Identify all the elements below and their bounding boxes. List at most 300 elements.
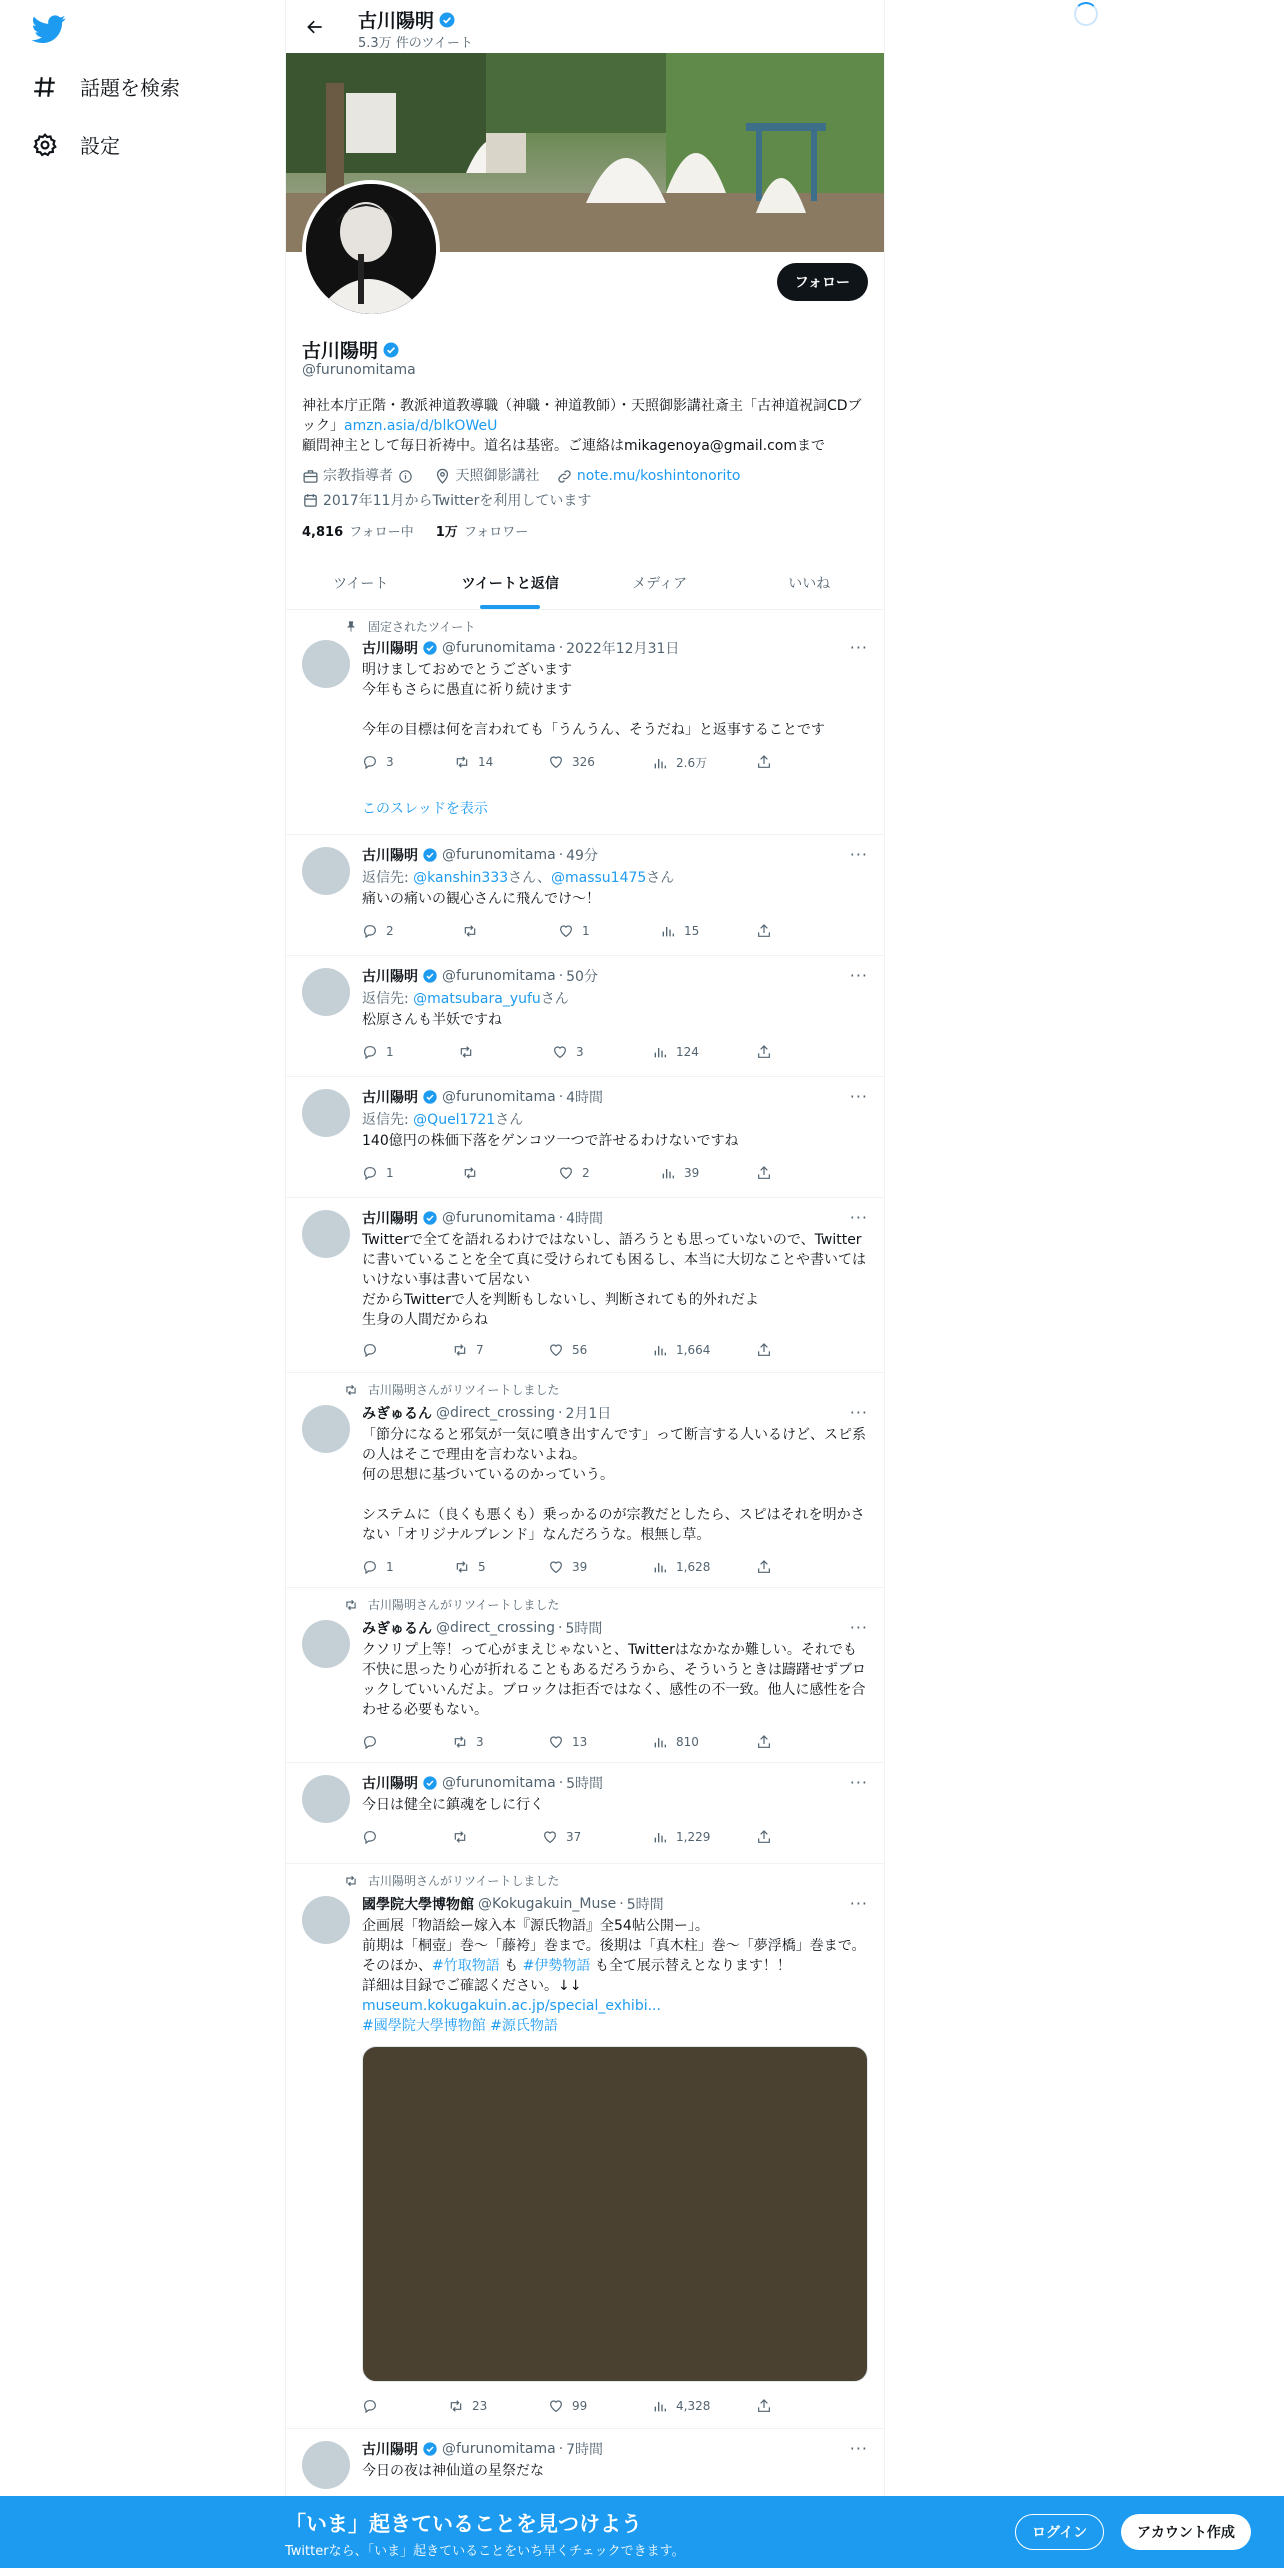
retweet-label-text: 古川陽明さんがリツイートしました bbox=[368, 1598, 560, 1612]
bio-text-2: 顧問神主として毎日祈祷中。道名は基密。ご連絡はmikagenoya@gmail.comまで bbox=[302, 438, 826, 454]
author-handle[interactable]: @furunomitama bbox=[442, 968, 556, 984]
tweet-item[interactable] bbox=[286, 835, 884, 956]
like-button[interactable] bbox=[548, 1559, 587, 1575]
reply-icon bbox=[362, 754, 378, 770]
author-name[interactable]: 古川陽明 bbox=[362, 969, 418, 985]
verified-badge-icon bbox=[382, 341, 400, 359]
tweet-actions bbox=[362, 1559, 782, 1579]
share-icon bbox=[756, 1829, 772, 1845]
author-handle[interactable]: @furunomitama bbox=[442, 2441, 556, 2457]
avatar[interactable] bbox=[302, 847, 350, 895]
briefcase-icon bbox=[302, 468, 319, 485]
verified-badge-icon bbox=[422, 1775, 438, 1791]
retweet-button[interactable] bbox=[462, 923, 486, 939]
separator-dot: · bbox=[557, 1620, 563, 1636]
retweet-button[interactable] bbox=[452, 1734, 484, 1750]
tweet-time[interactable]: 5時間 bbox=[565, 1621, 603, 1637]
more-options-icon[interactable]: ··· bbox=[849, 1618, 868, 1637]
view-count: 4,328 bbox=[676, 2399, 711, 2413]
reply-button[interactable] bbox=[362, 1342, 386, 1358]
hashtag-link[interactable]: #竹取物語 bbox=[432, 1958, 500, 1974]
profile-meta bbox=[302, 466, 868, 515]
retweet-icon bbox=[452, 1342, 468, 1358]
like-count: 326 bbox=[572, 755, 595, 769]
retweet-count: 7 bbox=[476, 1343, 484, 1357]
retweet-icon bbox=[454, 1559, 470, 1575]
share-icon bbox=[756, 754, 772, 770]
like-button[interactable] bbox=[552, 1044, 584, 1060]
view-count: 124 bbox=[676, 1045, 699, 1059]
tweet-item[interactable] bbox=[286, 1864, 884, 2429]
header-name bbox=[358, 6, 456, 33]
tweet-item[interactable] bbox=[286, 610, 884, 835]
tweet-text bbox=[362, 1916, 868, 2036]
like-button[interactable] bbox=[558, 1165, 590, 1181]
profile-handle: @furunomitama bbox=[302, 362, 416, 378]
tweet-text-part: も bbox=[499, 1958, 523, 1974]
retweet-icon bbox=[462, 1165, 478, 1181]
tweet-text: 松原さんも半妖ですね bbox=[362, 1012, 502, 1028]
view-count: 1,628 bbox=[676, 1560, 711, 1574]
verified-badge-icon bbox=[438, 11, 456, 29]
verified-badge-icon bbox=[422, 847, 438, 863]
heart-icon bbox=[548, 1342, 564, 1358]
tweet-text: 今日の夜は神仙道の星祭だな bbox=[362, 2463, 544, 2479]
reply-count: 3 bbox=[386, 755, 394, 769]
info-icon[interactable] bbox=[397, 468, 414, 485]
like-button[interactable] bbox=[558, 923, 590, 939]
tweet-header bbox=[362, 1773, 603, 1793]
tweet-time[interactable]: 7時間 bbox=[566, 2442, 604, 2458]
hashtag-icon bbox=[32, 74, 58, 100]
reply-to-link[interactable]: @Quel1721 bbox=[413, 1112, 496, 1128]
reply-context bbox=[362, 1109, 523, 1129]
retweet-icon bbox=[344, 1383, 358, 1397]
tweet-item[interactable] bbox=[286, 1763, 884, 1864]
reply-context bbox=[362, 988, 569, 1008]
separator-dot: · bbox=[558, 2441, 564, 2457]
like-count: 1 bbox=[582, 924, 590, 938]
reply-button[interactable] bbox=[362, 923, 394, 939]
pinned-label bbox=[344, 618, 475, 635]
verified-badge-icon bbox=[422, 1210, 438, 1226]
author-handle[interactable]: @direct_crossing bbox=[436, 1620, 555, 1636]
separator-dot: · bbox=[558, 968, 564, 984]
tweet-item[interactable] bbox=[286, 956, 884, 1077]
share-icon bbox=[756, 1044, 772, 1060]
verified-badge-icon bbox=[422, 2441, 438, 2457]
bio-text: 神社本庁正階・教派神道教導職（神職・神道教師）・天照御影講社斎主「古神道祝詞CDブック」 bbox=[302, 398, 862, 434]
loading-spinner-icon bbox=[1074, 2, 1098, 26]
tab-tweets[interactable]: ツイート bbox=[333, 576, 389, 592]
more-options-icon[interactable]: ··· bbox=[849, 1403, 868, 1422]
retweet-icon bbox=[344, 1598, 358, 1612]
retweet-icon bbox=[448, 2398, 464, 2414]
reply-to-link[interactable]: @massu1475 bbox=[550, 870, 647, 886]
retweet-button[interactable] bbox=[452, 1342, 484, 1358]
author-handle[interactable]: @Kokugakuin_Muse bbox=[478, 1896, 617, 1912]
more-options-icon[interactable]: ··· bbox=[849, 1894, 868, 1913]
followers-label: フォロワー bbox=[463, 525, 529, 540]
nav-explore-label: 話題を検索 bbox=[80, 76, 180, 100]
tweet-text-part: も全て展示替えとなります！！ 詳細は目録でご確認ください。↓↓ bbox=[362, 1958, 791, 1994]
tweet-time[interactable]: 49分 bbox=[566, 848, 598, 864]
heart-icon bbox=[552, 1044, 568, 1060]
more-options-icon[interactable]: ··· bbox=[849, 845, 868, 864]
tweet-header bbox=[362, 638, 679, 658]
nav-explore[interactable] bbox=[32, 72, 180, 101]
retweet-button[interactable] bbox=[454, 1559, 486, 1575]
like-count: 99 bbox=[572, 2399, 588, 2413]
like-button[interactable] bbox=[548, 2398, 587, 2414]
tweet-media-image[interactable] bbox=[362, 2046, 868, 2382]
retweet-button[interactable] bbox=[454, 754, 493, 770]
tweet-actions bbox=[362, 1734, 782, 1754]
retweet-icon bbox=[344, 1874, 358, 1888]
separator-dot: · bbox=[558, 1210, 564, 1226]
tweet-text: 明けましておめでとうございます 今年もさらに愚直に祈り続けます 今年の目標は何を言われても「うんうん、そうだね」と返事することです bbox=[362, 662, 825, 738]
views-chart-icon bbox=[652, 1342, 668, 1358]
retweet-icon bbox=[462, 923, 478, 939]
retweet-label-text: 古川陽明さんがリツイートしました bbox=[368, 1874, 560, 1888]
tweet-header bbox=[362, 2439, 603, 2459]
login-button[interactable]: ログイン bbox=[1015, 2514, 1104, 2550]
twitter-logo-icon[interactable] bbox=[32, 12, 66, 46]
avatar[interactable] bbox=[302, 1775, 350, 1823]
avatar[interactable] bbox=[302, 1405, 350, 1453]
tweet-header bbox=[362, 1618, 602, 1638]
author-name[interactable]: 古川陽明 bbox=[362, 1211, 418, 1227]
tweet-time[interactable]: 4時間 bbox=[566, 1090, 604, 1106]
author-handle[interactable]: @furunomitama bbox=[442, 640, 556, 656]
tweet-time[interactable]: 2022年12月31日 bbox=[566, 641, 680, 657]
tweet-item[interactable] bbox=[286, 1077, 884, 1198]
reply-icon bbox=[362, 1342, 378, 1358]
views-button[interactable] bbox=[652, 1342, 710, 1358]
views-chart-icon bbox=[652, 1044, 668, 1060]
tweet-actions bbox=[362, 1342, 782, 1362]
following-link[interactable] bbox=[302, 525, 414, 540]
like-count: 37 bbox=[566, 1830, 582, 1844]
like-button[interactable] bbox=[548, 1342, 587, 1358]
link-icon bbox=[556, 468, 573, 485]
reply-icon bbox=[362, 1559, 378, 1575]
like-count: 39 bbox=[572, 1560, 588, 1574]
more-options-icon[interactable]: ··· bbox=[849, 1773, 868, 1792]
following-count: 4,816 bbox=[302, 525, 344, 540]
reply-suffix: さん bbox=[540, 991, 569, 1007]
share-icon bbox=[756, 923, 772, 939]
share-button[interactable] bbox=[756, 923, 780, 939]
reply-suffix: さん bbox=[495, 1112, 524, 1128]
separator-dot: · bbox=[557, 1405, 563, 1421]
reply-icon bbox=[362, 1734, 378, 1750]
signup-button[interactable]: アカウント作成 bbox=[1121, 2514, 1251, 2550]
retweet-button[interactable] bbox=[462, 1165, 486, 1181]
share-button[interactable] bbox=[756, 1829, 780, 1845]
avatar[interactable] bbox=[302, 1620, 350, 1668]
author-name[interactable]: 古川陽明 bbox=[362, 641, 418, 657]
reply-mid: さん、 bbox=[508, 870, 551, 886]
reply-icon bbox=[362, 1044, 378, 1060]
external-link[interactable]: museum.kokugakuin.ac.jp/special_exhibi... bbox=[362, 1998, 661, 2014]
profile-joined bbox=[302, 491, 591, 511]
author-handle[interactable]: @furunomitama bbox=[442, 1775, 556, 1791]
views-chart-icon bbox=[652, 1829, 668, 1845]
separator-dot: · bbox=[558, 1775, 564, 1791]
author-name[interactable]: みぎゅるん bbox=[362, 1406, 432, 1422]
tweet-time[interactable]: 50分 bbox=[566, 969, 598, 985]
tweet-actions bbox=[362, 923, 782, 943]
views-button[interactable] bbox=[660, 923, 699, 939]
profile-location-text: 天照御影講社 bbox=[455, 468, 540, 484]
avatar[interactable] bbox=[302, 2441, 350, 2489]
share-icon bbox=[756, 2398, 772, 2414]
share-icon bbox=[756, 1734, 772, 1750]
tweet-header bbox=[362, 1087, 603, 1107]
retweet-label bbox=[344, 1381, 559, 1398]
author-handle[interactable]: @furunomitama bbox=[442, 1210, 556, 1226]
views-chart-icon bbox=[652, 1734, 668, 1750]
tweet-item[interactable] bbox=[286, 1198, 884, 1373]
more-options-icon[interactable]: ··· bbox=[849, 2439, 868, 2458]
retweet-count: 3 bbox=[476, 1735, 484, 1749]
views-button[interactable] bbox=[652, 1734, 699, 1750]
share-button[interactable] bbox=[756, 1165, 780, 1181]
share-button[interactable] bbox=[756, 1559, 780, 1575]
separator-dot: · bbox=[558, 1089, 564, 1105]
tweet-time[interactable]: 4時間 bbox=[566, 1211, 604, 1227]
tweet-header bbox=[362, 1208, 603, 1228]
author-name[interactable]: みぎゅるん bbox=[362, 1621, 432, 1637]
profile-tabs bbox=[286, 557, 884, 610]
author-name[interactable]: 古川陽明 bbox=[362, 1776, 418, 1792]
tweet-item[interactable] bbox=[286, 1373, 884, 1588]
author-name[interactable]: 古川陽明 bbox=[362, 848, 418, 864]
author-name[interactable]: 古川陽明 bbox=[362, 1090, 418, 1106]
reply-prefix: 返信先: bbox=[362, 991, 414, 1007]
more-options-icon[interactable]: ··· bbox=[849, 966, 868, 985]
reply-button[interactable] bbox=[362, 2398, 386, 2414]
arrow-left-icon bbox=[305, 17, 325, 37]
tab-tweets-and-replies[interactable]: ツイートと返信 bbox=[436, 557, 586, 609]
reply-prefix: 返信先: bbox=[362, 870, 414, 886]
views-button[interactable] bbox=[652, 754, 707, 771]
reply-button[interactable] bbox=[362, 1165, 394, 1181]
hashtag-link[interactable]: #伊勢物語 bbox=[522, 1958, 591, 1974]
reply-button[interactable] bbox=[362, 1829, 386, 1845]
views-chart-icon bbox=[652, 1559, 668, 1575]
left-nav bbox=[0, 0, 285, 2568]
view-count: 810 bbox=[676, 1735, 699, 1749]
share-button[interactable] bbox=[756, 1734, 780, 1750]
following-label: フォロー中 bbox=[349, 525, 414, 540]
tweet-text: 140億円の株価下落をゲンコツ一つで許せるわけないですね bbox=[362, 1133, 739, 1149]
share-button[interactable] bbox=[756, 2398, 780, 2414]
profile-name bbox=[302, 336, 400, 363]
profile-url-link[interactable]: note.mu/koshintonorito bbox=[576, 468, 741, 484]
separator-dot: · bbox=[619, 1896, 624, 1912]
bio-link[interactable]: amzn.asia/d/blkOWeU bbox=[344, 418, 498, 434]
author-name[interactable]: 古川陽明 bbox=[362, 2442, 418, 2458]
heart-icon bbox=[558, 923, 574, 939]
more-options-icon[interactable]: ··· bbox=[849, 1208, 868, 1227]
share-button[interactable] bbox=[756, 1342, 780, 1358]
view-count: 1,664 bbox=[676, 1343, 711, 1357]
reply-to-link[interactable]: @matsubara_yufu bbox=[413, 991, 541, 1007]
signup-banner-title: 「いま」起きていることを見つけよう bbox=[285, 2512, 642, 2536]
signup-banner bbox=[0, 2496, 1284, 2568]
tweet-text: 「節分になると邪気が一気に噴き出すんです」って断言する人いるけど、スピ系の人はそこで理由を言わないよね。 何の思想に基づいているのかっていう。 システムに（良くも悪くも）乗っかるのが宗教だとしたら、スピはそれを明かさない「オリジナルブレンド」なんだろうな。根無し草。 bbox=[362, 1427, 866, 1543]
hashtag-link[interactable]: #國學院大學博物館 bbox=[362, 2018, 486, 2034]
profile-joined-text: 2017年11月からTwitterを利用しています bbox=[323, 492, 592, 509]
author-handle[interactable]: @direct_crossing bbox=[436, 1405, 555, 1421]
header-name-text: 古川陽明 bbox=[358, 10, 435, 32]
share-button[interactable] bbox=[756, 754, 780, 770]
verified-badge-icon bbox=[422, 1089, 438, 1105]
tweet-actions bbox=[362, 2398, 782, 2418]
retweet-count: 5 bbox=[478, 1560, 486, 1574]
like-count: 3 bbox=[576, 1045, 584, 1059]
tweet-text: 今日は健全に鎮魂をしに行く bbox=[362, 1797, 544, 1813]
profile-avatar[interactable] bbox=[302, 180, 440, 318]
back-button[interactable] bbox=[300, 12, 330, 42]
reply-count: 1 bbox=[386, 1560, 394, 1574]
separator-dot: · bbox=[558, 640, 564, 656]
profile-url bbox=[556, 466, 741, 486]
views-chart-icon bbox=[652, 2398, 668, 2414]
share-icon bbox=[756, 1559, 772, 1575]
retweet-label bbox=[344, 1596, 559, 1613]
hashtag-link[interactable]: #源氏物語 bbox=[490, 2018, 558, 2034]
tab-likes[interactable]: いいね bbox=[788, 576, 831, 592]
nav-settings[interactable] bbox=[32, 130, 120, 159]
reply-context bbox=[362, 867, 674, 887]
reply-button[interactable] bbox=[362, 1734, 386, 1750]
like-button[interactable] bbox=[542, 1829, 581, 1845]
author-name[interactable]: 國學院大學博物館 bbox=[362, 1897, 474, 1913]
followers-count: 1万 bbox=[435, 525, 458, 540]
calendar-icon bbox=[302, 492, 319, 509]
gear-icon bbox=[32, 132, 58, 158]
profile-name-text: 古川陽明 bbox=[302, 340, 379, 362]
tweet-header bbox=[362, 1403, 611, 1423]
reply-icon bbox=[362, 1829, 378, 1845]
views-button[interactable] bbox=[652, 1559, 710, 1575]
heart-icon bbox=[548, 1559, 564, 1575]
retweet-count: 14 bbox=[478, 755, 494, 769]
follow-button[interactable]: フォロー bbox=[777, 263, 868, 301]
reply-button[interactable] bbox=[362, 754, 394, 770]
tweet-header bbox=[362, 966, 598, 986]
avatar[interactable] bbox=[302, 1896, 350, 1944]
reply-count: 1 bbox=[386, 1045, 394, 1059]
reply-button[interactable] bbox=[362, 1559, 394, 1575]
profile-bio bbox=[302, 396, 868, 456]
reply-prefix: 返信先: bbox=[362, 1112, 414, 1128]
views-button[interactable] bbox=[652, 1044, 699, 1060]
followers-link[interactable] bbox=[436, 525, 529, 540]
retweet-icon bbox=[452, 1734, 468, 1750]
heart-icon bbox=[548, 754, 564, 770]
separator-dot: · bbox=[558, 847, 564, 863]
more-options-icon[interactable]: ··· bbox=[849, 638, 868, 657]
tab-media[interactable]: メディア bbox=[632, 576, 688, 592]
tweet-header bbox=[362, 1894, 664, 1914]
avatar[interactable] bbox=[302, 640, 350, 688]
share-icon bbox=[756, 1342, 772, 1358]
reply-icon bbox=[362, 2398, 378, 2414]
retweet-count: 23 bbox=[472, 2399, 488, 2413]
reply-suffix: さん bbox=[646, 870, 675, 886]
location-pin-icon bbox=[434, 468, 451, 485]
views-chart-icon bbox=[660, 1165, 676, 1181]
show-thread-link[interactable]: このスレッドを表示 bbox=[362, 801, 488, 817]
signup-banner-subtitle: Twitterなら、「いま」起きていることをいち早くチェックできます。 bbox=[285, 2544, 685, 2559]
tweet-actions bbox=[362, 1165, 782, 1185]
reply-button[interactable] bbox=[362, 1044, 394, 1060]
avatar[interactable] bbox=[302, 1089, 350, 1137]
reply-count: 2 bbox=[386, 924, 394, 938]
tweet-actions bbox=[362, 1044, 782, 1064]
author-handle[interactable]: @furunomitama bbox=[442, 1089, 556, 1105]
heart-icon bbox=[548, 2398, 564, 2414]
retweet-button[interactable] bbox=[452, 1829, 476, 1845]
retweet-label-text: 古川陽明さんがリツイートしました bbox=[368, 1383, 560, 1397]
retweet-button[interactable] bbox=[458, 1044, 482, 1060]
tweet-text-part: 企画展「物語絵ー嫁入本『源氏物語』全54帖公開ー」。 前期は「桐壺」巻～「藤袴」巻まで。後期は「真木柱」巻～「夢浮橋」巻まで。そのほか、 bbox=[362, 1918, 866, 1974]
profile-follow-stats bbox=[302, 521, 528, 540]
avatar[interactable] bbox=[302, 1210, 350, 1258]
tweet-time[interactable]: 5時間 bbox=[626, 1897, 664, 1913]
like-count: 13 bbox=[572, 1735, 588, 1749]
tweet-time[interactable]: 2月1日 bbox=[565, 1406, 612, 1422]
pinned-label-text: 固定されたツイート bbox=[368, 620, 476, 634]
reply-to-link[interactable]: @kanshin333 bbox=[413, 870, 509, 886]
tweet-actions bbox=[362, 754, 782, 774]
views-button[interactable] bbox=[652, 1829, 710, 1845]
views-button[interactable] bbox=[652, 2398, 710, 2414]
profile-header bbox=[286, 0, 884, 53]
avatar-image bbox=[306, 184, 436, 314]
header-tweet-count: 5.3万 件のツイート bbox=[358, 36, 473, 51]
avatar[interactable] bbox=[302, 968, 350, 1016]
view-count: 39 bbox=[684, 1166, 700, 1180]
verified-badge-icon bbox=[422, 968, 438, 984]
author-handle[interactable]: @furunomitama bbox=[442, 847, 556, 863]
like-count: 56 bbox=[572, 1343, 588, 1357]
tweet-item[interactable] bbox=[286, 1588, 884, 1763]
retweet-icon bbox=[458, 1044, 474, 1060]
nav-settings-label: 設定 bbox=[80, 134, 120, 158]
tweet-time[interactable]: 5時間 bbox=[566, 1776, 604, 1792]
views-chart-icon bbox=[652, 755, 668, 771]
views-chart-icon bbox=[660, 923, 676, 939]
tweet-text: 痛いの痛いの観心さんに飛んでけ〜！ bbox=[362, 891, 600, 907]
like-button[interactable] bbox=[548, 754, 595, 770]
tweet-header bbox=[362, 845, 598, 865]
view-count: 2.6万 bbox=[676, 756, 708, 770]
views-button[interactable] bbox=[660, 1165, 699, 1181]
like-button[interactable] bbox=[548, 1734, 587, 1750]
share-button[interactable] bbox=[756, 1044, 780, 1060]
retweet-button[interactable] bbox=[448, 2398, 487, 2414]
profile-category-text: 宗教指導者 bbox=[323, 468, 393, 484]
tweet-text: クソリプ上等！って心がまえじゃないと、Twitterはなかなか難しい。それでも不快に思ったり心が折れることもあるだろうから、そういうときは躊躇せずブロックしていいんだよ。ブロックは拒否ではなく、感性の不一致。他人に感性を合わせる必要もない。 bbox=[362, 1642, 866, 1718]
main-column bbox=[285, 0, 885, 2568]
tweet-text: Twitterで全てを語れるわけではないし、語ろうとも思っていないので、Twitterに書いていることを全て真に受けられても困るし、本当に大切なことや書いてはいけない事は書いて居ない だからTwitterで人を判断もしないし、判断されても的外れだよ 生身の人間だからね bbox=[362, 1232, 866, 1328]
more-options-icon[interactable]: ··· bbox=[849, 1087, 868, 1106]
